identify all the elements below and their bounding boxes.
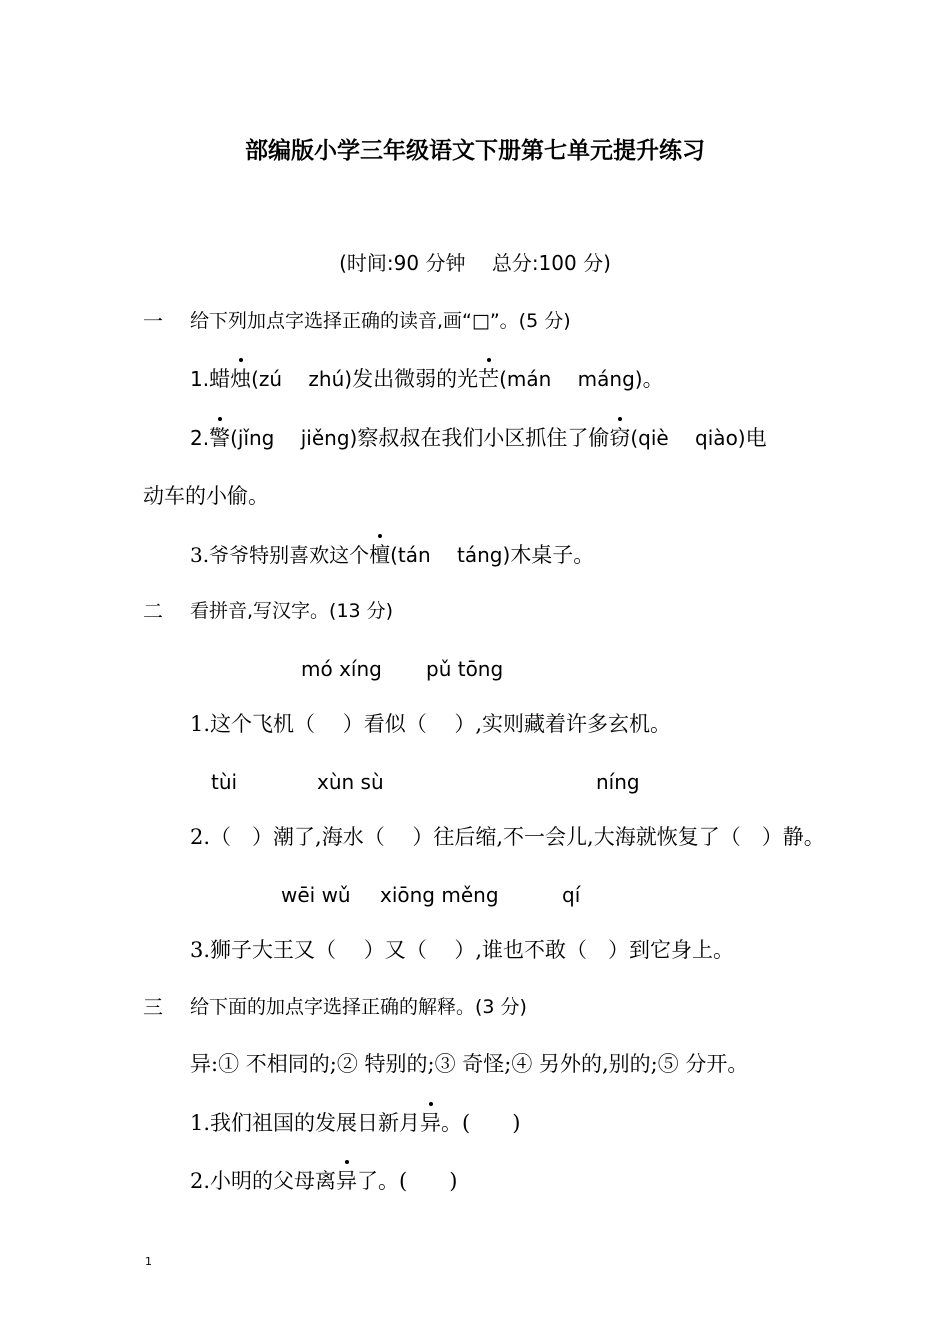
emphasis-dot-char: 窃 bbox=[609, 426, 631, 450]
section-1-question-2-continued: 动车的小偷。 bbox=[143, 484, 269, 508]
section-3-definitions: 异:① 不相同的;② 特别的;③ 奇怪;④ 另外的,别的;⑤ 分开。 bbox=[190, 1052, 749, 1076]
emphasis-dot-char: 檀 bbox=[369, 543, 391, 567]
section-2-question-1: 1.这个飞机（ ）看似（ ）,实则藏着许多玄机。 bbox=[190, 712, 672, 736]
section-2-number: 二 bbox=[143, 599, 163, 623]
emphasis-dot-char: 芒 bbox=[478, 367, 500, 391]
section-1-question-1: 1.蜡烛(zú zhú)发出微弱的光芒(mán máng)。 bbox=[190, 367, 664, 391]
pinyin-moxing: mó xíng bbox=[301, 657, 382, 681]
section-3-question-1: 1.我们祖国的发展日新月异。( ) bbox=[190, 1111, 521, 1135]
section-3-heading: 给下面的加点字选择正确的解释。(3 分) bbox=[190, 996, 527, 1018]
section-3-question-2: 2.小明的父母离异了。( ) bbox=[190, 1169, 458, 1193]
section-1-number: 一 bbox=[143, 309, 163, 333]
section-2-question-3: 3.狮子大王又（ ）又（ ）,谁也不敢（ ）到它身上。 bbox=[190, 938, 735, 962]
pinyin-qi: qí bbox=[562, 883, 581, 907]
page-number: 1 bbox=[145, 1255, 152, 1268]
section-1-heading: 给下列加点字选择正确的读音,画“□”。(5 分) bbox=[190, 310, 571, 332]
emphasis-dot-char: 异 bbox=[336, 1169, 358, 1193]
page-title: 部编版小学三年级语文下册第七单元提升练习 bbox=[245, 138, 705, 164]
exam-meta: (时间:90 分钟 总分:100 分) bbox=[339, 251, 611, 275]
emphasis-dot-char: 异 bbox=[420, 1111, 442, 1135]
pinyin-tui: tùi bbox=[211, 770, 238, 794]
pinyin-weiwu: wēi wǔ bbox=[281, 883, 351, 907]
section-1-question-2: 2.警(jǐng jiěng)察叔叔在我们小区抓住了偷窃(qiè qiào)电 bbox=[190, 426, 767, 450]
pinyin-ning: níng bbox=[596, 770, 640, 794]
section-2-heading: 看拼音,写汉字。(13 分) bbox=[190, 600, 394, 622]
pinyin-xunsu: xùn sù bbox=[317, 770, 384, 794]
section-3-number: 三 bbox=[143, 995, 163, 1019]
pinyin-xiongmeng: xiōng měng bbox=[380, 883, 499, 907]
section-1-question-3: 3.爷爷特别喜欢这个檀(tán táng)木桌子。 bbox=[190, 543, 595, 567]
section-2-question-2: 2.（ ）潮了,海水（ ）往后缩,不一会儿,大海就恢复了（ ）静。 bbox=[190, 825, 825, 849]
pinyin-putong: pǔ tōng bbox=[426, 657, 504, 681]
emphasis-dot-char: 警 bbox=[209, 426, 231, 450]
emphasis-dot-char: 烛 bbox=[230, 367, 252, 391]
